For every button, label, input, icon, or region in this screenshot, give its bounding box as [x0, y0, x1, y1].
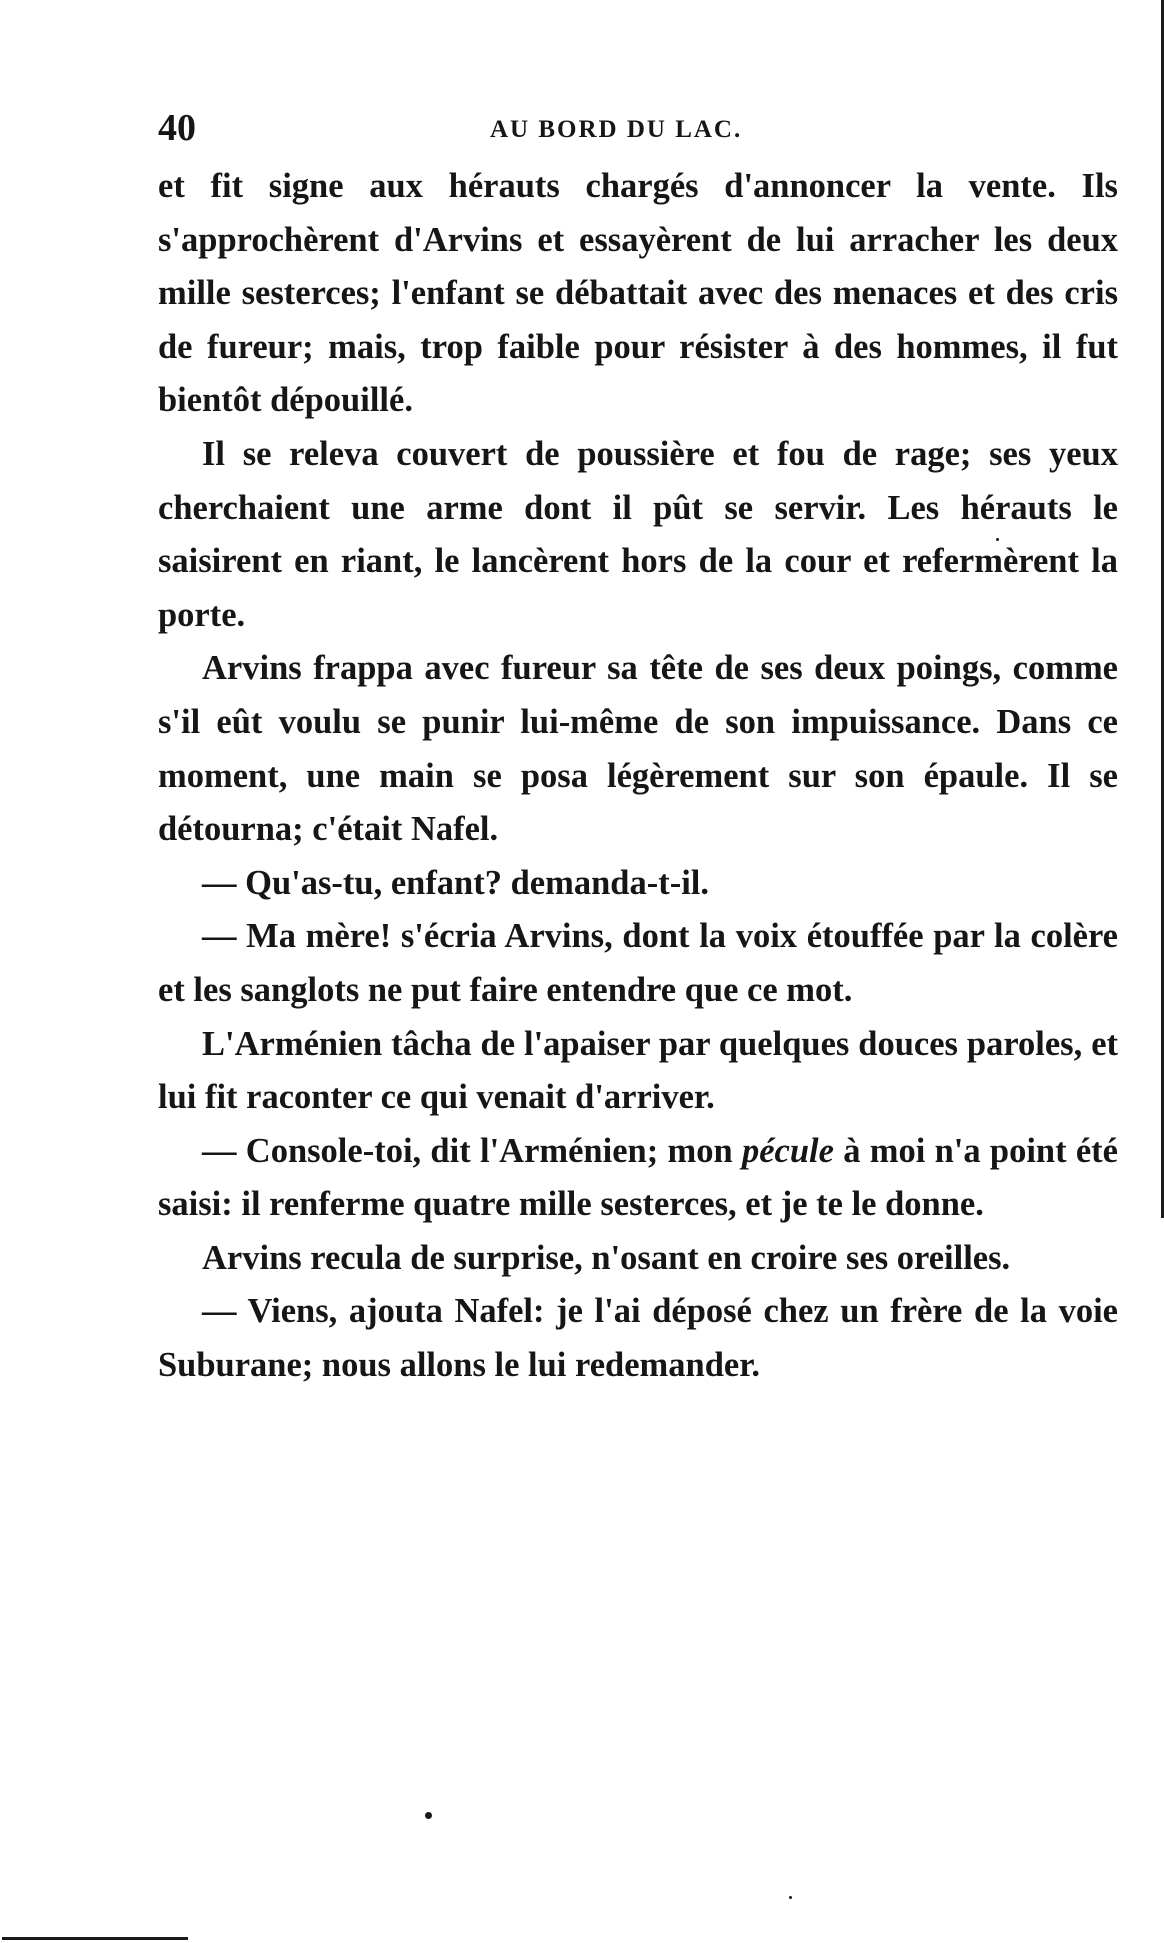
paragraph: L'Arménien tâcha de l'apaiser par quelques douces paroles, et lui fit raconter ce qui venait d'arriver.: [158, 1024, 1118, 1117]
italic-word: pécule: [741, 1131, 834, 1170]
paragraph: et fit signe aux hérauts chargés d'annoncer la vente. Ils s'approchèrent d'Arvins et essayèrent de lui arracher les deux mille sesterces; l'enfant se débattait avec des menaces et des cris de fureur; mais, trop faible pour résister à des hommes, il fut bientôt dépouillé.: [158, 167, 1118, 420]
ink-speck: [996, 538, 999, 541]
running-title: AU BORD DU LAC.: [490, 116, 743, 143]
dialogue-line: — Viens, ajouta Nafel: je l'ai déposé chez un frère de la voie Suburane; nous allons le lui redemander.: [158, 1292, 1118, 1385]
running-header: [158, 108, 1088, 148]
paragraph: Arvins recula de surprise, n'osant en croire ses oreilles.: [202, 1238, 1011, 1277]
ink-speck: [789, 1896, 792, 1899]
ink-speck: [425, 1812, 432, 1819]
paragraph: Il se releva couvert de poussière et fou de rage; ses yeux cherchaient une arme dont il pût se servir. Les hérauts le saisirent en riant, le lancèrent hors de la cour et refermèrent la porte.: [158, 434, 1118, 634]
dialogue-line: — Console-toi, dit l'Arménien; mon pécule à moi n'a point été saisi: il renferme quatre mille sesterces, et je te le donne.: [158, 1131, 1118, 1224]
paragraph: Arvins frappa avec fureur sa tête de ses deux poings, comme s'il eût voulu se punir lui-même de son impuissance. Dans ce moment, une main se posa légèrement sur son épaule. Il se détourna; c'était Nafel.: [158, 649, 1118, 849]
body-text: [158, 160, 1118, 1393]
dialogue-line: — Ma mère! s'écria Arvins, dont la voix étouffée par la colère et les sanglots ne put faire entendre que ce mot.: [158, 917, 1118, 1009]
dialogue-line: — Qu'as-tu, enfant? demanda-t-il.: [202, 863, 709, 902]
page-number: 40: [158, 107, 196, 149]
bottom-rule: [2, 1937, 188, 1940]
